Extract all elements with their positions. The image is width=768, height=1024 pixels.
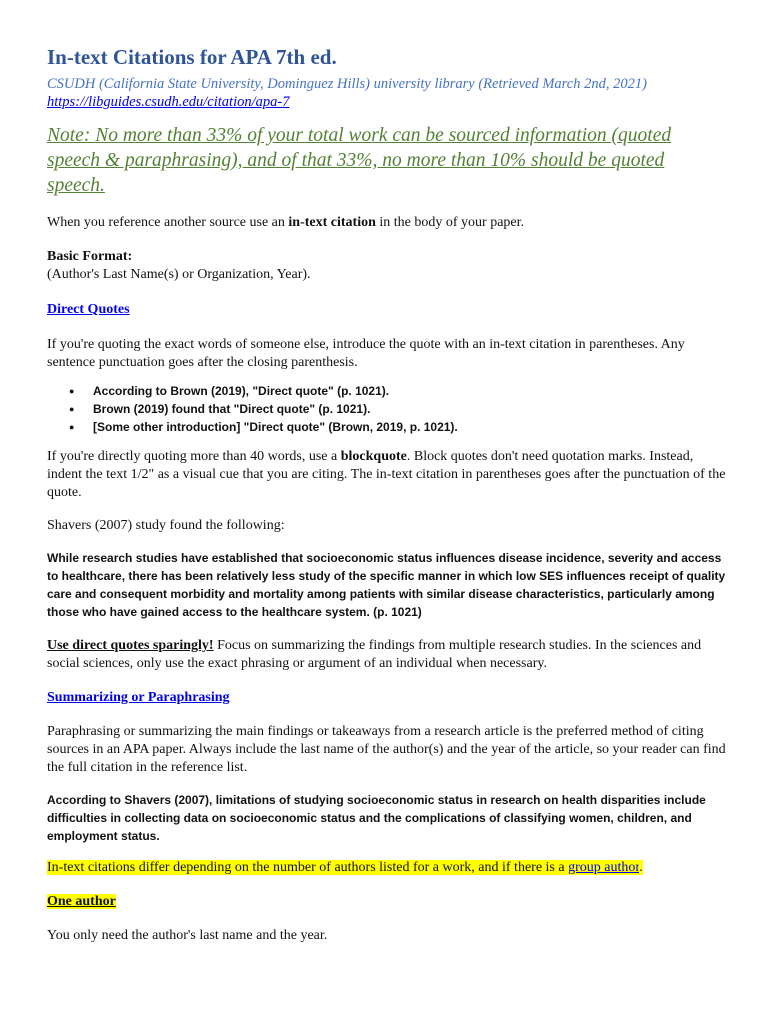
authors-highlight-text: In-text citations differ depending on the number of authors listed for a work, and if there is a — [47, 860, 569, 875]
authors-paragraph — [47, 859, 728, 877]
summarizing-example: According to Shavers (2007), limitations of studying socioeconomic status in research on health disparities include difficulties in collecting data on socioeconomic status and the complications of classifying women, children, and employment status. — [47, 793, 706, 843]
sparingly-text: Focus on summarizing the findings from multiple research studies. In the sciences and social sciences, only use the exact phrasing or argument of an individual when necessary. — [47, 638, 702, 671]
list-item: ● Brown (2019) found that "Direct quote" (p. 1021). — [47, 400, 728, 418]
sparingly-paragraph — [47, 637, 728, 673]
blockquote-text-before: If you're directly quoting more than 40 words, use a — [47, 449, 341, 464]
basic-format-label — [47, 248, 728, 266]
note-paragraph: Note: No more than 33% of your total work can be sourced information (quoted speech & paraphrasing), and of that 33%, no more than 10% should be quoted speech. — [47, 125, 672, 196]
one-author-heading: One author — [47, 894, 116, 909]
page-title: In-text Citations for APA 7th ed. — [47, 45, 337, 69]
intro-text-before: When you reference another source use an — [47, 215, 289, 230]
blockquote-term: blockquote — [340, 449, 407, 464]
shavers-intro: Shavers (2007) study found the following: — [47, 518, 285, 533]
intro-paragraph — [47, 214, 728, 232]
direct-quotes-heading-link[interactable]: Direct Quotes — [47, 302, 130, 317]
blockquote-explanation — [47, 448, 728, 502]
blockquote-example: While research studies have established that socioeconomic status influences disease incidence, severity and access to healthcare, there has been relatively less study of the specific manner in which low SES influences receipt of quality care and consequent morbidity and mortality among patients with similar disease characteristics, particularly among those who have gained access to the healthcare system. (p. 1021) — [47, 551, 726, 619]
basic-format-text: (Author's Last Name(s) or Organization, Year). — [47, 267, 311, 282]
summarizing-heading-link[interactable]: Summarizing or Paraphrasing — [47, 690, 230, 705]
basic-format-heading: Basic Format: — [47, 249, 133, 264]
group-author-link[interactable]: group author — [568, 860, 640, 875]
list-item: ● [Some other introduction] "Direct quote" (Brown, 2019, p. 1021). — [47, 418, 728, 436]
quote-examples-list — [47, 382, 728, 436]
sparingly-emphasis: Use direct quotes sparingly! — [47, 638, 214, 653]
intro-text-bold: in-text citation — [288, 215, 376, 230]
list-item: ● According to Brown (2019), "Direct quote" (p. 1021). — [47, 382, 728, 400]
direct-quotes-intro: If you're quoting the exact words of someone else, introduce the quote with an in-text citation in parentheses. Any sentence punctuation goes after the closing parenthesis. — [47, 337, 685, 370]
summarizing-paragraph: Paraphrasing or summarizing the main findings or takeaways from a research article is the preferred method of citing sources in an APA paper. Always include the last name of the author(s) and the year of the article, so your reader can find the full citation in the reference list. — [47, 724, 726, 775]
source-url-link[interactable]: https://libguides.csudh.edu/citation/apa-7 — [47, 94, 290, 110]
intro-text-after: in the body of your paper. — [375, 215, 525, 230]
source-credit: CSUDH (California State University, Dominguez Hills) university library (Retrieved March 2nd, 2021) — [47, 76, 647, 92]
blockquote-text-after: . Block quotes don't need quotation marks. Instead, indent the text 1/2" as a visual cue that you are citing. The in-text citation in parentheses goes after the punctuation of the quote. — [47, 449, 726, 500]
authors-period: . — [639, 860, 643, 875]
one-author-text: You only need the author's last name and the year. — [47, 928, 328, 943]
